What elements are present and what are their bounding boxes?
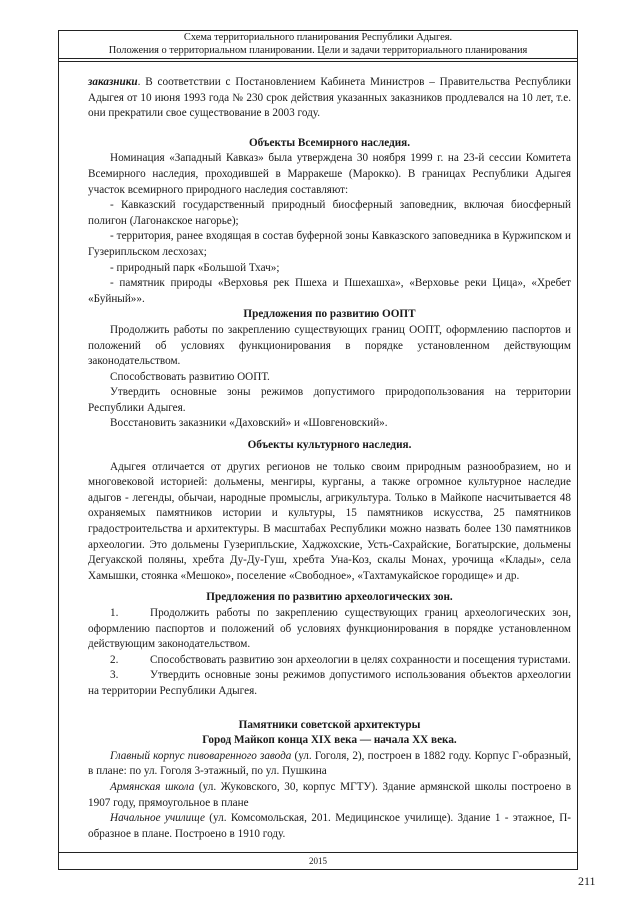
paragraph: Восстановить заказники «Даховский» и «Шовгеновский».: [110, 417, 388, 430]
section-heading: Объекты культурного наследия.: [247, 439, 412, 452]
paragraph: Адыгея отличается от других регионов не только своим природным разнообразием, но и многовековой историей: дольмены, менгиры, курганы, а также огромное культурное наследие адыгов - легенды, обычаи, народные промыслы, агрикультура. Только в Майкопе насчитывается 48 охраняемых памятников истории и культуры, 15 памятников искусства, 25 памятников градостроительства и архитектуры. В масштабах Республики можно назвать более 130 памятников археологии. Это дольмены Гузерипльские, Хаджохские, Усть-Сахрайские, Богатырские, дольмены Дегуакской поляны, хребта Ду-Ду-Гуш, хребта Уна-Коз, скалы Монах, урочища «Клады», села Хамышки, стоянка «Мешоко», поселение «Свободное», «Тахтамукайское городище» и др.: [88, 460, 571, 582]
list-item: - памятник природы «Верховья рек Пшеха и Пшехашха», «Верховье реки Цица», «Хребет «Буйный»».: [88, 277, 571, 305]
section-heading: Предложения по развитию археологических зон.: [206, 591, 453, 604]
numbered-item: 1. Продолжить работы по закреплению существующих границ археологических зон, оформлению паспортов и положений об условиях функционирования в порядке установленном действующим законодательством.: [88, 607, 571, 651]
bold-term: заказники: [88, 76, 138, 88]
paragraph: Номинация «Западный Кавказ» была утверждена 30 ноября 1999 г. на 23-й сессии Комитета Всемирного наследия, проходившей в Марракеше (Марокко). В границах Республики Адыгея участок всемирного природного наследия составляют:: [88, 152, 571, 196]
header-line-2: Положения о территориальном планировании. Цели и задачи территориального планирования: [108, 45, 528, 56]
running-header: [58, 31, 578, 57]
paragraph: заказники. В соответствии с Постановлением Кабинета Министров – Правительства Республики Адыгея от 10 июня 1993 года № 230 срок действия указанных заказников продлевался на 10 лет, т.е. они прекратили свое существование в 2003 году.: [88, 76, 571, 120]
section-heading: Объекты Всемирного наследия.: [248, 136, 411, 149]
numbered-item: 2. Способствовать развитию зон археологии в целях сохранности и посещения туристами.: [110, 653, 571, 666]
italic-term: Главный корпус пивоваренного завода: [110, 749, 292, 762]
paragraph: Способствовать развитию ООПТ.: [110, 370, 270, 383]
paragraph: Продолжить работы по закреплению существующих границ ООПТ, оформлению паспортов и положений об условиях функционирования в порядке установленном действующим законодательством.: [88, 323, 571, 368]
italic-term: Армянская школа: [110, 780, 195, 793]
header-rule-top: [58, 58, 578, 59]
paragraph: Армянская школа (ул. Жуковского, 30, корпус МГТУ). Здание армянской школы построено в 1907 году, прямоугольное в плане: [88, 780, 572, 809]
footer-year: 2015: [309, 856, 327, 866]
section-heading: Предложения по развитию ООПТ: [243, 308, 416, 321]
list-item: - территория, ранее входящая в состав буферной зоны Кавказского заповедника в Куржипском и Гузерипльском лесхозах;: [88, 230, 571, 258]
subsection-heading: Город Майкоп конца XIX века — начала XX века.: [202, 734, 457, 747]
paragraph: Главный корпус пивоваренного завода (ул. Гоголя, 2), построен в 1882 году. Корпус Г-образный, в плане: по ул. Гоголя 3-этажный, по ул. Пушкина: [88, 749, 571, 778]
italic-term: Начальное училище: [110, 812, 205, 825]
header-line-1: Схема территориального планирования Республики Адыгея.: [183, 32, 453, 43]
paragraph: Начальное училище (ул. Комсомольская, 201. Медицинское училище). Здание 1 - этажное, П-образное в плане. Построено в 1910 году.: [88, 812, 572, 840]
section-heading: Памятники советской архитектуры: [238, 718, 421, 731]
page-number: 211: [578, 874, 596, 888]
header-rule-bottom: [58, 61, 578, 62]
paragraph: Утвердить основные зоны режимов допустимого природопользования на территории Республики Адыгея.: [88, 386, 571, 414]
list-item: - природный парк «Большой Тхач»;: [110, 261, 280, 274]
footer-rule: [58, 852, 578, 853]
list-item: - Кавказский государственный природный биосферный заповедник, включая биосферный полигон (Лагонакское нагорье);: [88, 199, 571, 227]
numbered-item: 3. Утвердить основные зоны режимов допустимого использования объектов археологии на территории Республики Адыгея.: [88, 669, 571, 697]
document-body: [88, 75, 571, 842]
